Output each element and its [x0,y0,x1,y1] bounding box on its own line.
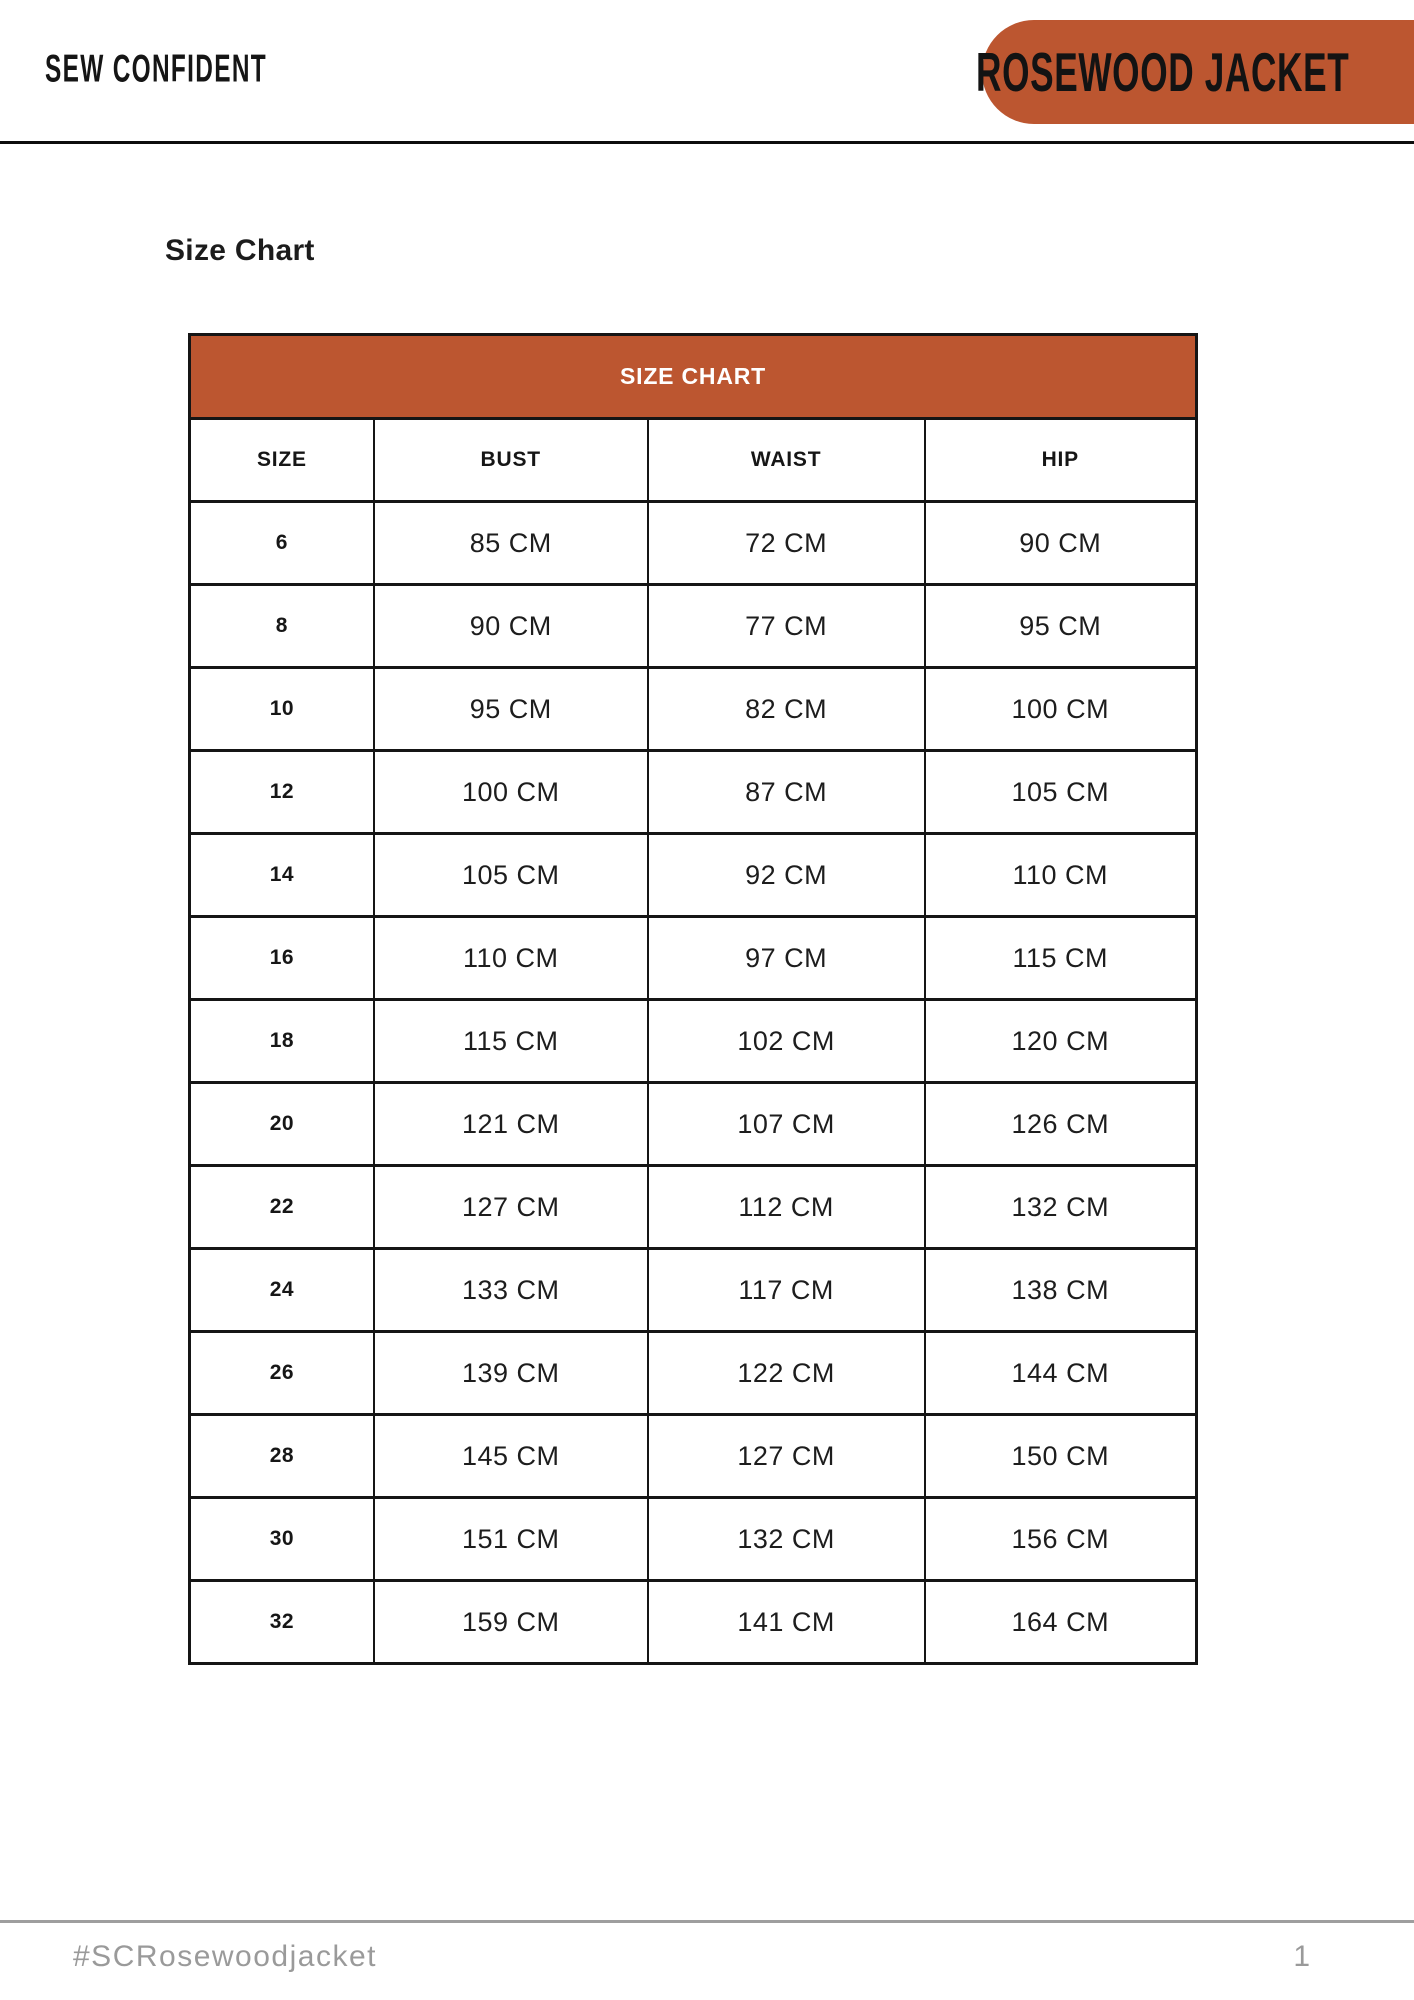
hip-cell: 110 CM [925,834,1197,917]
table-title: SIZE CHART [190,335,1197,419]
table-body [190,502,1197,1664]
table-row [190,1498,1197,1581]
size-cell: 18 [190,1000,374,1083]
brand-logo: SEW CONFIDENT [45,46,268,91]
hip-cell: 144 CM [925,1332,1197,1415]
bust-cell: 139 CM [374,1332,648,1415]
bust-cell: 115 CM [374,1000,648,1083]
size-chart-table [188,333,1198,1665]
size-cell: 24 [190,1249,374,1332]
size-cell: 8 [190,585,374,668]
footer-divider [0,1920,1414,1923]
table-row [190,1166,1197,1249]
bust-cell: 95 CM [374,668,648,751]
hip-cell: 132 CM [925,1166,1197,1249]
waist-cell: 72 CM [648,502,925,585]
bust-cell: 133 CM [374,1249,648,1332]
hip-cell: 90 CM [925,502,1197,585]
table-row [190,668,1197,751]
waist-cell: 102 CM [648,1000,925,1083]
hip-cell: 150 CM [925,1415,1197,1498]
size-cell: 6 [190,502,374,585]
title-badge [976,20,1414,124]
waist-cell: 127 CM [648,1415,925,1498]
bust-cell: 121 CM [374,1083,648,1166]
waist-cell: 117 CM [648,1249,925,1332]
size-cell: 20 [190,1083,374,1166]
size-cell: 32 [190,1581,374,1664]
column-header-hip: HIP [925,419,1197,502]
bust-cell: 100 CM [374,751,648,834]
bust-cell: 90 CM [374,585,648,668]
bust-cell: 110 CM [374,917,648,1000]
size-cell: 30 [190,1498,374,1581]
waist-cell: 112 CM [648,1166,925,1249]
hip-cell: 115 CM [925,917,1197,1000]
waist-cell: 107 CM [648,1083,925,1166]
hip-cell: 105 CM [925,751,1197,834]
table-row [190,917,1197,1000]
waist-cell: 77 CM [648,585,925,668]
header-divider [0,141,1414,144]
column-header-size: SIZE [190,419,374,502]
table-row [190,1000,1197,1083]
hip-cell: 126 CM [925,1083,1197,1166]
bust-cell: 145 CM [374,1415,648,1498]
column-header-bust: BUST [374,419,648,502]
section-heading: Size Chart [165,234,315,267]
size-cell: 26 [190,1332,374,1415]
table-row [190,1581,1197,1664]
hip-cell: 164 CM [925,1581,1197,1664]
size-cell: 10 [190,668,374,751]
size-cell: 14 [190,834,374,917]
waist-cell: 122 CM [648,1332,925,1415]
hip-cell: 120 CM [925,1000,1197,1083]
bust-cell: 105 CM [374,834,648,917]
waist-cell: 141 CM [648,1581,925,1664]
bust-cell: 159 CM [374,1581,648,1664]
column-header-waist: WAIST [648,419,925,502]
waist-cell: 92 CM [648,834,925,917]
page-number: 1 [1293,1940,1310,1973]
bust-cell: 151 CM [374,1498,648,1581]
table-row [190,1332,1197,1415]
hip-cell: 156 CM [925,1498,1197,1581]
table-row [190,834,1197,917]
table-row [190,1415,1197,1498]
table-row [190,1249,1197,1332]
hip-cell: 95 CM [925,585,1197,668]
table-header-row [190,419,1197,502]
table-row [190,502,1197,585]
table-row [190,751,1197,834]
waist-cell: 82 CM [648,668,925,751]
table-title-row [190,335,1197,419]
hip-cell: 138 CM [925,1249,1197,1332]
pattern-title: ROSEWOOD JACKET [976,40,1350,103]
size-cell: 28 [190,1415,374,1498]
size-cell: 12 [190,751,374,834]
size-cell: 22 [190,1166,374,1249]
size-cell: 16 [190,917,374,1000]
table-row [190,1083,1197,1166]
table-row [190,585,1197,668]
waist-cell: 97 CM [648,917,925,1000]
hip-cell: 100 CM [925,668,1197,751]
footer-hashtag: #SCRosewoodjacket [73,1940,377,1973]
waist-cell: 132 CM [648,1498,925,1581]
bust-cell: 85 CM [374,502,648,585]
bust-cell: 127 CM [374,1166,648,1249]
waist-cell: 87 CM [648,751,925,834]
